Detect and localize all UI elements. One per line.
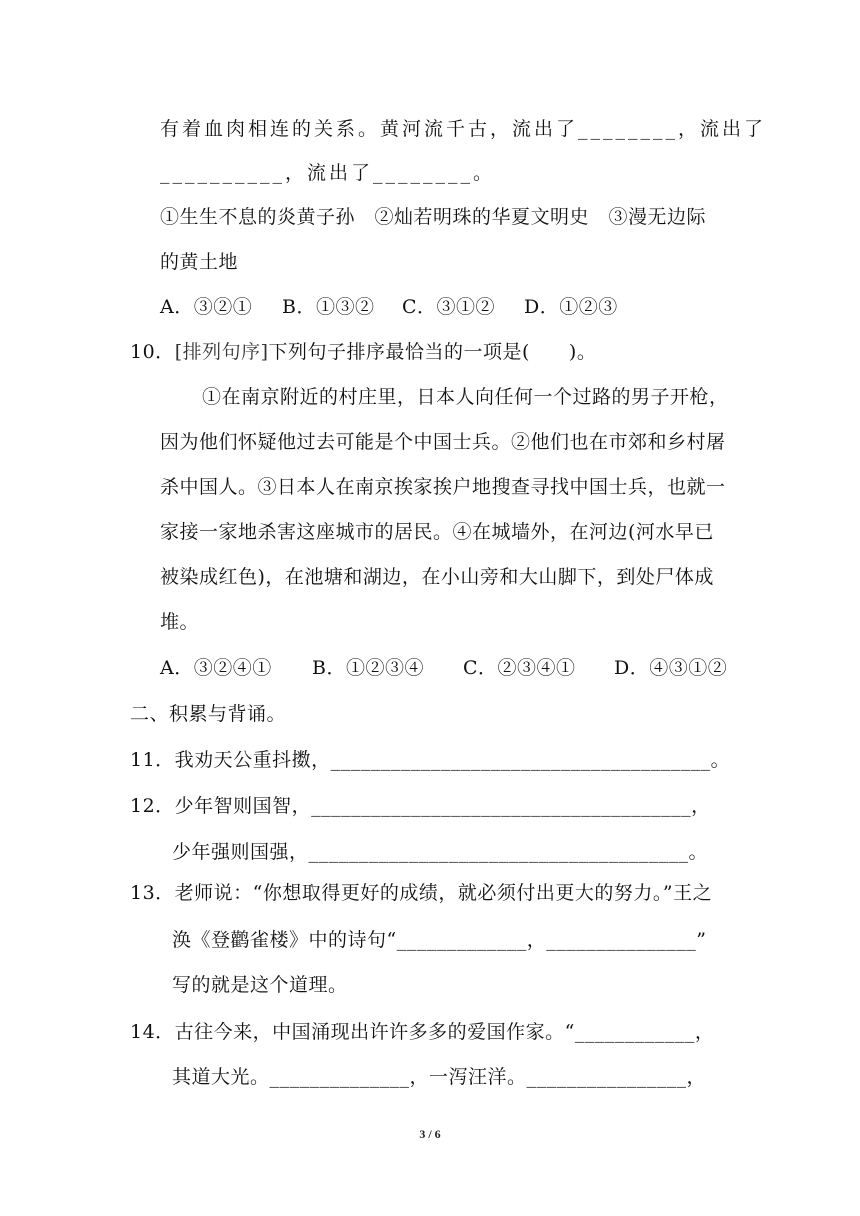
- q14-line-1: 14．古往今来，中国涌现出许许多多的爱国作家。“____________，: [130, 1021, 715, 1043]
- q10-passage-line-3: 杀中国人。③日本人在南京挨家挨户地搜查寻找中国士兵，也就一: [160, 476, 726, 498]
- q9-passage-line-2: __________，流出了________。: [160, 162, 496, 184]
- q9-option-c[interactable]: C．③①②: [402, 296, 496, 318]
- q11-line: 11．我劝天公重抖擞，______________________________________。: [130, 749, 731, 771]
- q12-line-2: 少年强则国强，______________________________________。: [172, 841, 709, 863]
- q9-passage-line-1: 有着血肉相连的关系。黄河流千古，流出了________，流出了: [160, 118, 767, 140]
- q10-option-a[interactable]: A．③②④①: [160, 657, 272, 679]
- q10-option-c[interactable]: C．②③④①: [463, 657, 576, 679]
- q12-line-1: 12．少年智则国智，______________________________________，: [130, 795, 711, 817]
- q9-option-b[interactable]: B．①③②: [282, 296, 375, 318]
- q9-option-d[interactable]: D．①②③: [524, 296, 618, 318]
- q10-passage-line-1: ①在南京附近的村庄里，日本人向任何一个过路的男子开枪，: [202, 386, 729, 408]
- q10-stem: [130, 339, 596, 365]
- q10-passage-line-5: 被染成红色)，在池塘和湖边，在小山旁和大山脚下，到处尸体成: [160, 566, 714, 588]
- q10-passage-line-4: 家接一家地杀害这座城市的居民。④在城墙外，在河边(河水早已: [160, 521, 714, 543]
- q9-choices-line-2: 的黄土地: [160, 251, 239, 273]
- q10-passage-line-2: 因为他们怀疑他过去可能是个中国士兵。②他们也在市郊和乡村屠: [160, 431, 726, 453]
- q9-option-a[interactable]: A．③②①: [160, 296, 253, 318]
- section-2-heading: 二、积累与背诵。: [130, 703, 287, 725]
- q10-tag: [排列句序]: [174, 341, 269, 363]
- q13-line-2: 涣《登鹳雀楼》中的诗句“_____________，_______________”: [172, 929, 707, 951]
- q13-line-3: 写的就是这个道理。: [172, 974, 348, 996]
- q10-question: 下列句子排序最恰当的一项是( )。: [268, 341, 597, 363]
- q10-option-b[interactable]: B．①②③④: [312, 657, 424, 679]
- page-number: 3 / 6: [419, 1127, 441, 1141]
- q14-line-2: 其道大光。______________，一泻汪洋。________________，: [172, 1066, 707, 1088]
- q10-number: 10．: [130, 341, 175, 363]
- q9-choices-line-1: ①生生不息的炎黄子孙 ②灿若明珠的华夏文明史 ③漫无边际: [160, 206, 707, 228]
- q10-passage-line-6: 堆。: [160, 611, 200, 633]
- q13-line-1: 13．老师说：“你想取得更好的成绩，就必须付出更大的努力。”王之: [130, 882, 713, 904]
- q10-option-d[interactable]: D．④③①②: [614, 657, 728, 679]
